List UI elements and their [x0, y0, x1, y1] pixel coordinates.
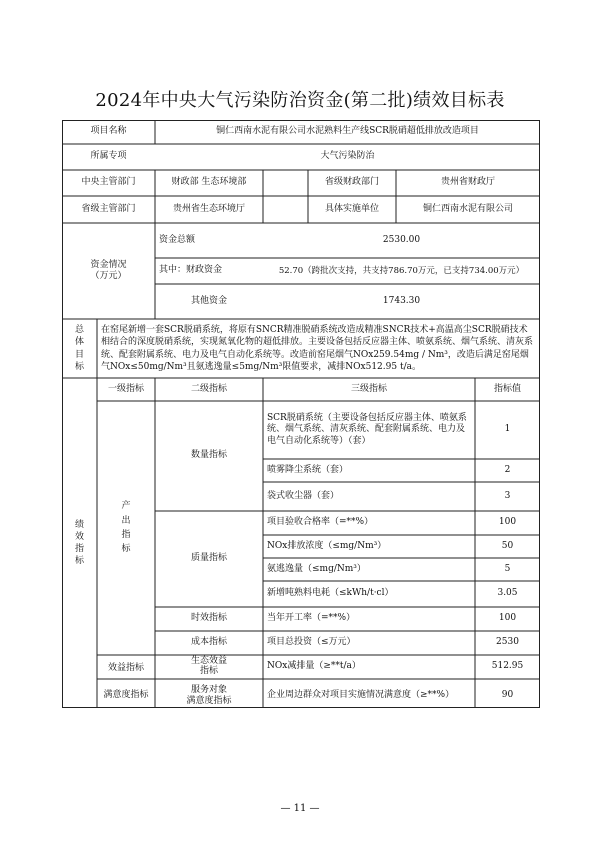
service-satisfaction-label: 服务对象 满意度指标 — [186, 685, 232, 706]
satisfaction-label: 满意度指标 — [103, 689, 149, 700]
item-name: NOx排放浓度（≤mg/Nm³） — [267, 540, 387, 551]
funds-label: 资金情况 （万元） — [90, 259, 127, 281]
output-label: 产出指标 — [121, 501, 131, 555]
funds-total-label: 资金总额 — [159, 234, 196, 245]
cost-label: 成本指标 — [190, 637, 227, 648]
header-level2: 二级指标 — [190, 383, 227, 394]
perf-label-cell — [62, 378, 97, 708]
funds-fiscal-value: 52.70（跨批次支持，共支持786.70万元，已支持734.00万元） — [278, 265, 525, 276]
funds-other-label: 其他资金 — [190, 295, 227, 306]
item-name: 企业周边群众对项目实施情况满意度（≥**%） — [267, 689, 455, 700]
item-value: 100 — [498, 517, 517, 528]
funds-fiscal-label: 其中：财政资金 — [159, 265, 223, 276]
goal-label: 总体目标 — [74, 325, 84, 372]
output-cell — [97, 401, 155, 655]
item-value: 2 — [504, 464, 511, 475]
project-name-value: 铜仁西南水泥有限公司水泥熟料生产线SCR脱硝超低排放改造项目 — [216, 126, 479, 137]
timeliness-label: 时效指标 — [190, 613, 227, 624]
unit-label: 具体实施单位 — [324, 203, 379, 214]
perf-label: 绩效指标 — [74, 519, 84, 567]
special-label: 所属专项 — [90, 151, 127, 162]
eco-benefit-label: 生态效益 指标 — [190, 656, 227, 676]
item-name: 袋式收尘器（套） — [267, 490, 340, 501]
goal-label-cell — [62, 319, 97, 378]
page-number: — 11 — — [280, 803, 320, 814]
item-value: 1 — [504, 424, 511, 435]
central-dept-label: 中央主管部门 — [81, 177, 136, 188]
item-name: 项目验收合格率（=**%） — [267, 517, 374, 528]
funds-other-value: 1743.30 — [382, 295, 421, 306]
item-value: 2530 — [496, 637, 519, 648]
header-value: 指标值 — [493, 383, 521, 394]
quantity-label: 数量指标 — [190, 450, 227, 461]
prov-finance-label: 省级财政部门 — [324, 177, 379, 188]
special-value: 大气污染防治 — [320, 151, 375, 162]
page-title: 2024年中央大气污染防治资金(第二批)绩效目标表 — [95, 90, 505, 111]
item-value: 100 — [498, 613, 517, 624]
item-value: 90 — [501, 689, 514, 700]
project-name-label: 项目名称 — [90, 126, 127, 137]
quality-label: 质量指标 — [190, 553, 227, 564]
item-name: 当年开工率（=**%） — [267, 613, 356, 624]
header-level1: 一级指标 — [107, 383, 144, 394]
item-value: 3 — [504, 490, 511, 501]
unit-value: 铜仁西南水泥有限公司 — [422, 203, 513, 214]
item-name: 新增吨熟料电耗（≤kWh/t·cl） — [267, 588, 394, 599]
item-name: 喷雾降尘系统（套） — [267, 464, 349, 475]
item-name: 项目总投资（≤万元） — [267, 637, 356, 648]
performance-target-table — [62, 120, 540, 708]
header-level3: 三级指标 — [350, 383, 387, 394]
prov-main-label: 省级主管部门 — [81, 203, 136, 214]
prov-finance-value: 贵州省财政厅 — [440, 177, 495, 188]
prov-main-value: 贵州省生态环境厅 — [172, 203, 245, 214]
central-dept-value: 财政部 生态环境部 — [171, 177, 247, 188]
item-name: NOx减排量（≥**t/a） — [267, 661, 361, 672]
goal-text: 在窑尾新增一套SCR脱硝系统，将原有SNCR精准脱硝系统改造成精准SNCR技术+高温高尘SCR脱硝技术相结合的深度脱硝系统，实现氮氧化物的超低排放。主要设备包括反应器主体、喷氨系统、烟气系统、清灰系统、配套附属系统、电力及电气自动化系统等。改造前窑尾烟气NOx259.54mg / Nm³，改造后满足窑尾烟气NOx≤50mg/Nm³且氨逃逸量≤5mg/Nm³限值要求，减排NOx512.95 t/a。 — [101, 325, 534, 372]
item-value: 512.95 — [491, 661, 524, 672]
item-name: 氨逃逸量（≤mg/Nm³） — [267, 563, 366, 574]
item-value: 5 — [504, 563, 511, 574]
item-value: 50 — [501, 540, 514, 551]
funds-total-value: 2530.00 — [382, 234, 421, 245]
item-value: 3.05 — [497, 588, 518, 599]
benefit-label: 效益指标 — [107, 663, 144, 674]
item-name: SCR脱硝系统（主要设备包括反应器主体、喷氨系统、烟气系统、清灰系统、配套附属系统、电力及电气自动化系统等）（套） — [267, 413, 467, 446]
